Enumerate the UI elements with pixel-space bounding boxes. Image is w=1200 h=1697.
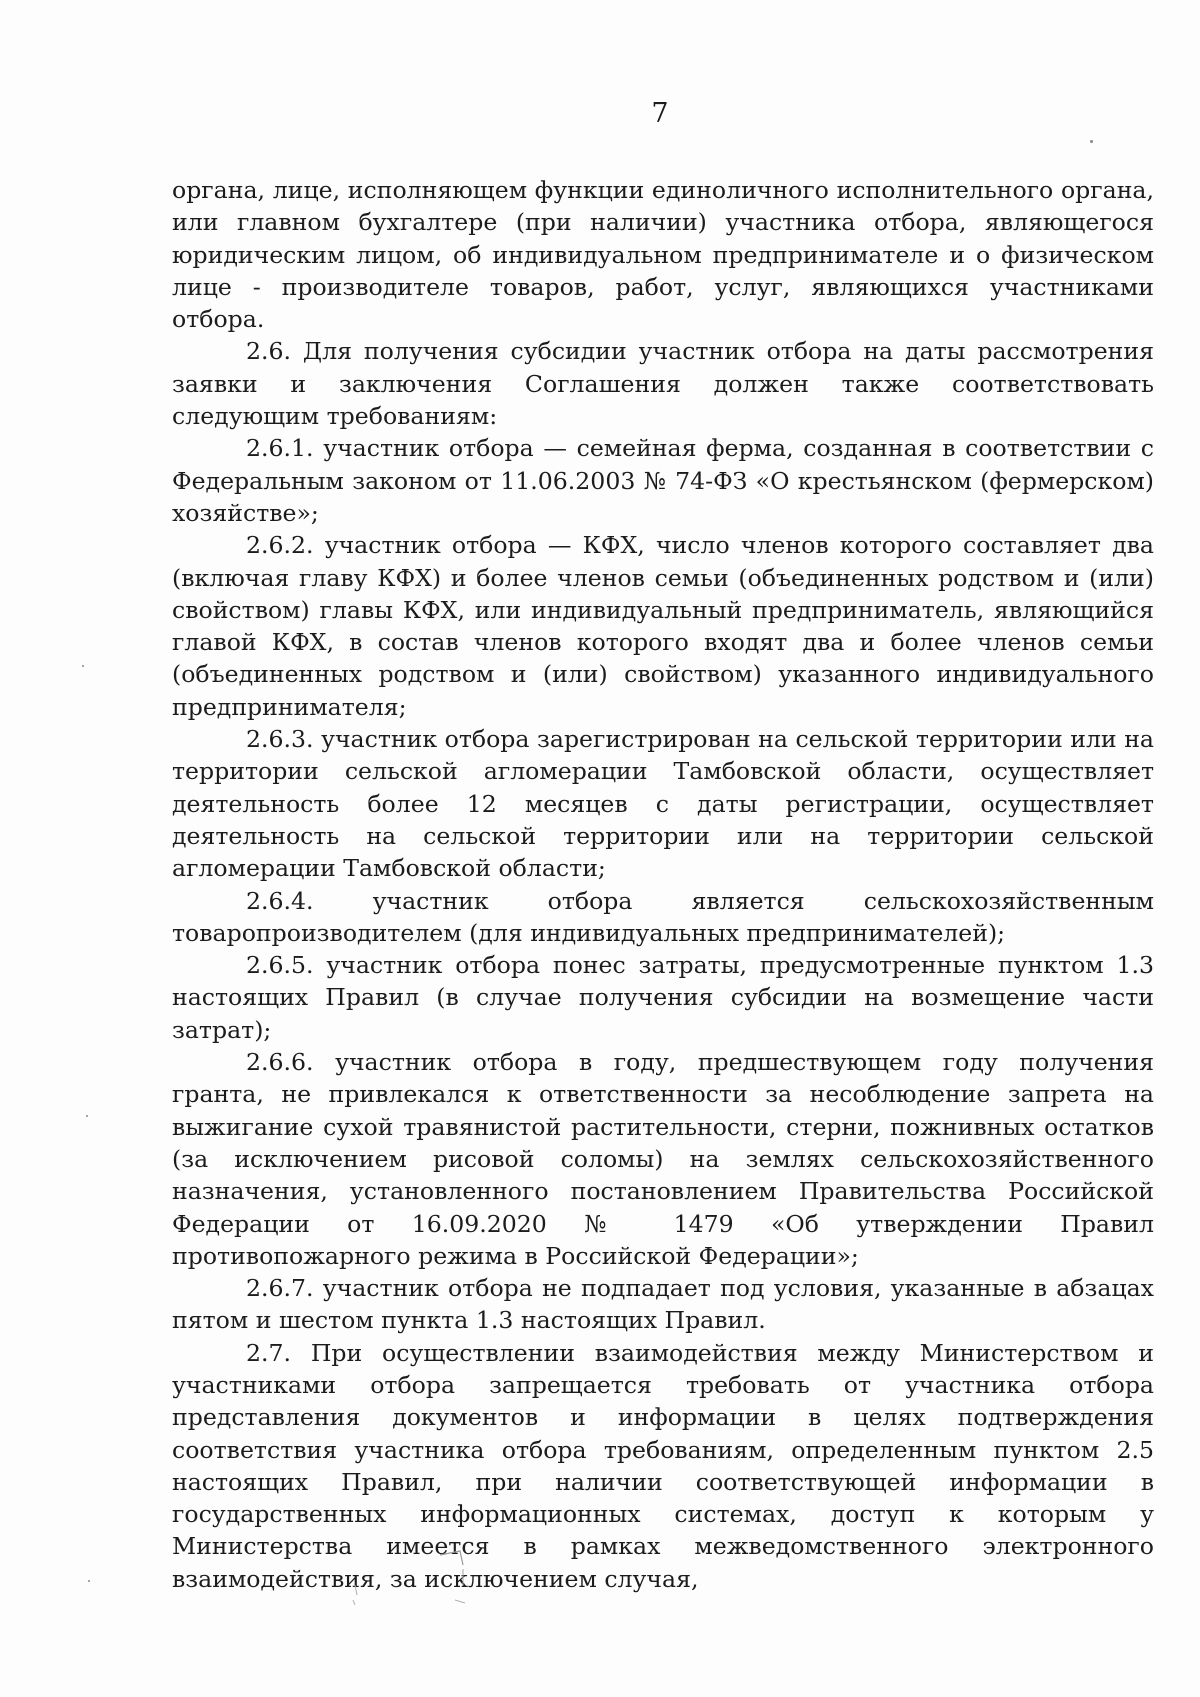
scan-speck [86,1115,88,1117]
paragraph: 2.6.1. участник отбора — семейная ферма, созданная в соответствии с Федеральным законом от 11.06.2003 № 74-ФЗ «О крестьянском (фермерском) хозяйстве»; [172,434,1154,527]
scan-speck [88,1580,90,1582]
paragraph: 2.6.5. участник отбора понес затраты, предусмотренные пунктом 1.3 настоящих Правил (в случае получения субсидии на возмещение части затрат); [172,951,1154,1044]
document-body [172,174,1154,1595]
paragraph: 2.6.4. участник отбора является сельскохозяйственным товаропроизводителем (для индивидуальных предпринимателей); [172,886,1154,947]
page-number: 7 [651,98,669,129]
paragraph: 2.6.3. участник отбора зарегистрирован на сельской территории или на территории сельской агломерации Тамбовской области, осуществляет деятельность более 12 месяцев с даты регистрации, осуществляет деятельность на сельской территории или на территории сельской агломерации Тамбовской области; [172,725,1154,883]
paragraph: 2.6.7. участник отбора не подпадает под условия, указанные в абзацах пятом и шестом пункта 1.3 настоящих Правил. [172,1274,1154,1335]
paragraph: 2.6.6. участник отбора в году, предшествующем году получения гранта, не привлекался к ответственности за несоблюдение запрета на выжигание сухой травянистой растительности, стерни, пожнивных остатков (за исключением рисовой соломы) на землях сельскохозяйственного назначения, установленного постановлением Правительства Российской Федерации от 16.09.2020 № 1479 «Об утверждении Правил противопожарного режима в Российской Федерации»; [172,1048,1154,1270]
paragraph: 2.7. При осуществлении взаимодействия между Министерством и участниками отбора запрещается требовать от участника отбора представления документов и информации в целях подтверждения соответствия участника отбора требованиям, определенным пунктом 2.5 настоящих Правил, при наличии соответствующей информации в государственных информационных системах, доступ к которым у Министерства имеется в рамках межведомственного электронного взаимодействия, за исключением случая, [172,1338,1154,1593]
paragraph: 2.6.2. участник отбора — КФХ, число членов которого составляет два (включая главу КФХ) и более членов семьи (объединенных родством и (или) свойством) главы КФХ, или индивидуальный предприниматель, являющийся главой КФХ, в состав членов которого входят два и более членов семьи (объединенных родством и (или) свойством) указанного индивидуального предпринимателя; [172,531,1154,721]
scan-scribble-mark [335,1545,505,1615]
scan-speck [82,665,84,667]
paragraph: 2.6. Для получения субсидии участник отбора на даты рассмотрения заявки и заключения Соглашения должен также соответствовать следующим требованиям: [172,337,1154,431]
scan-speck [1090,140,1093,143]
paragraph: органа, лице, исполняющем функции единоличного исполнительного органа, или главном бухгалтере (при наличии) участника отбора, являющегося юридическим лицом, об индивидуальном предпринимателе и о физическом лице - производителе товаров, работ, услуг, являющихся участниками отбора. [172,176,1154,334]
